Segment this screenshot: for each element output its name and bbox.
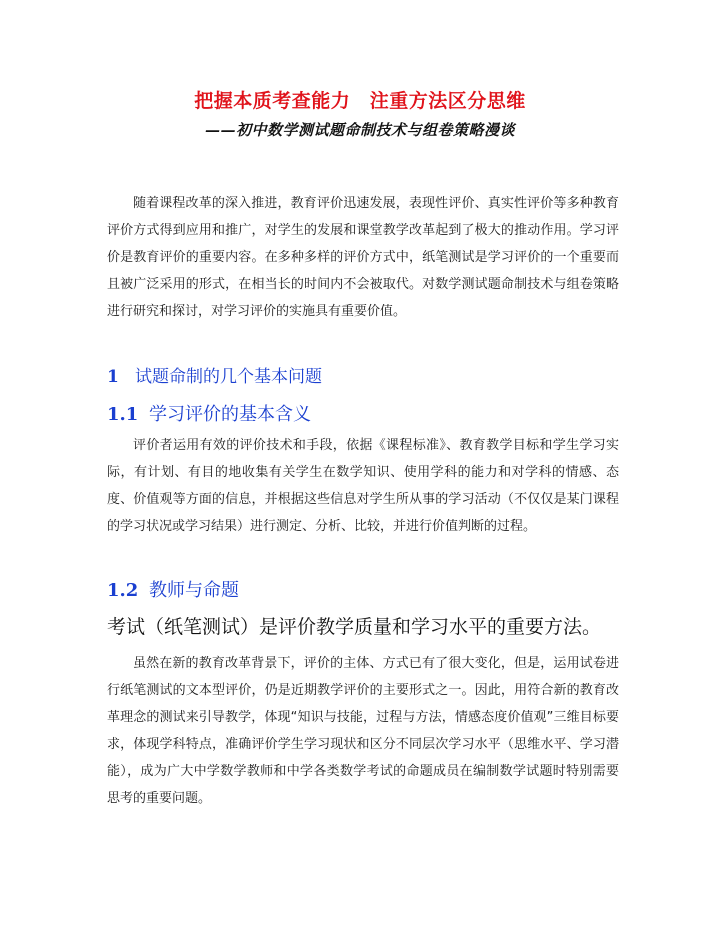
section-1-heading: [107, 362, 322, 387]
section-title: 学习评价的基本含义: [149, 404, 311, 425]
intro-paragraph: 随着课程改革的深入推进，教育评价迅速发展，表现性评价、真实性评价等多种教育评价方式得到应用和推广，对学生的发展和课堂教学改革起到了极大的推动作用。学习评价是教育评价的重要内容。在多种多样的评价方式中，纸笔测试是学习评价的一个重要而且被广泛采用的形式，在相当长的时间内不会被取代。对数学测试题命制技术与组卷策略进行研究和探讨，对学习评价的实施具有重要价值。: [107, 196, 619, 319]
document-subtitle: ——初中数学测试题命制技术与组卷策略漫谈: [204, 121, 515, 139]
section-1-2-heading: [107, 576, 239, 602]
section-1-2-lead: 考试（纸笔测试）是评价教学质量和学习水平的重要方法。: [107, 616, 602, 638]
document-title: 把握本质考查能力 注重方法区分思维: [194, 90, 526, 112]
section-number: 1.1: [107, 404, 139, 425]
section-1-1-heading: [107, 400, 311, 426]
section-number: 1: [107, 367, 119, 387]
section-title: 教师与命题: [149, 580, 239, 601]
section-1-1-paragraph: 评价者运用有效的评价技术和手段，依据《课程标准》、教育教学目标和学生学习实际，有计划、有目的地收集有关学生在数学知识、使用学科的能力和对学科的情感、态度、价值观等方面的信息，并根据这些信息对学生所从事的学习活动（不仅仅是某门课程的学习状况或学习结果）进行测定、分析、比较，并进行价值判断的过程。: [107, 438, 619, 534]
section-1-2-paragraph: 虽然在新的教育改革背景下，评价的主体、方式已有了很大变化，但是，运用试卷进行纸笔测试的文本型评价，仍是近期教学评价的主要形式之一。因此，用符合新的教育改革理念的测试来引导教学，体现“知识与技能，过程与方法，情感态度价值观”三维目标要求，体现学科特点，准确评价学生学习现状和区分不同层次学习水平（思维水平、学习潜能），成为广大中学数学教师和中学各类数学考试的命题成员在编制数学试题时特别需要思考的重要问题。: [107, 656, 619, 806]
section-number: 1.2: [107, 580, 139, 601]
section-title: 试题命制的几个基本问题: [135, 367, 322, 387]
